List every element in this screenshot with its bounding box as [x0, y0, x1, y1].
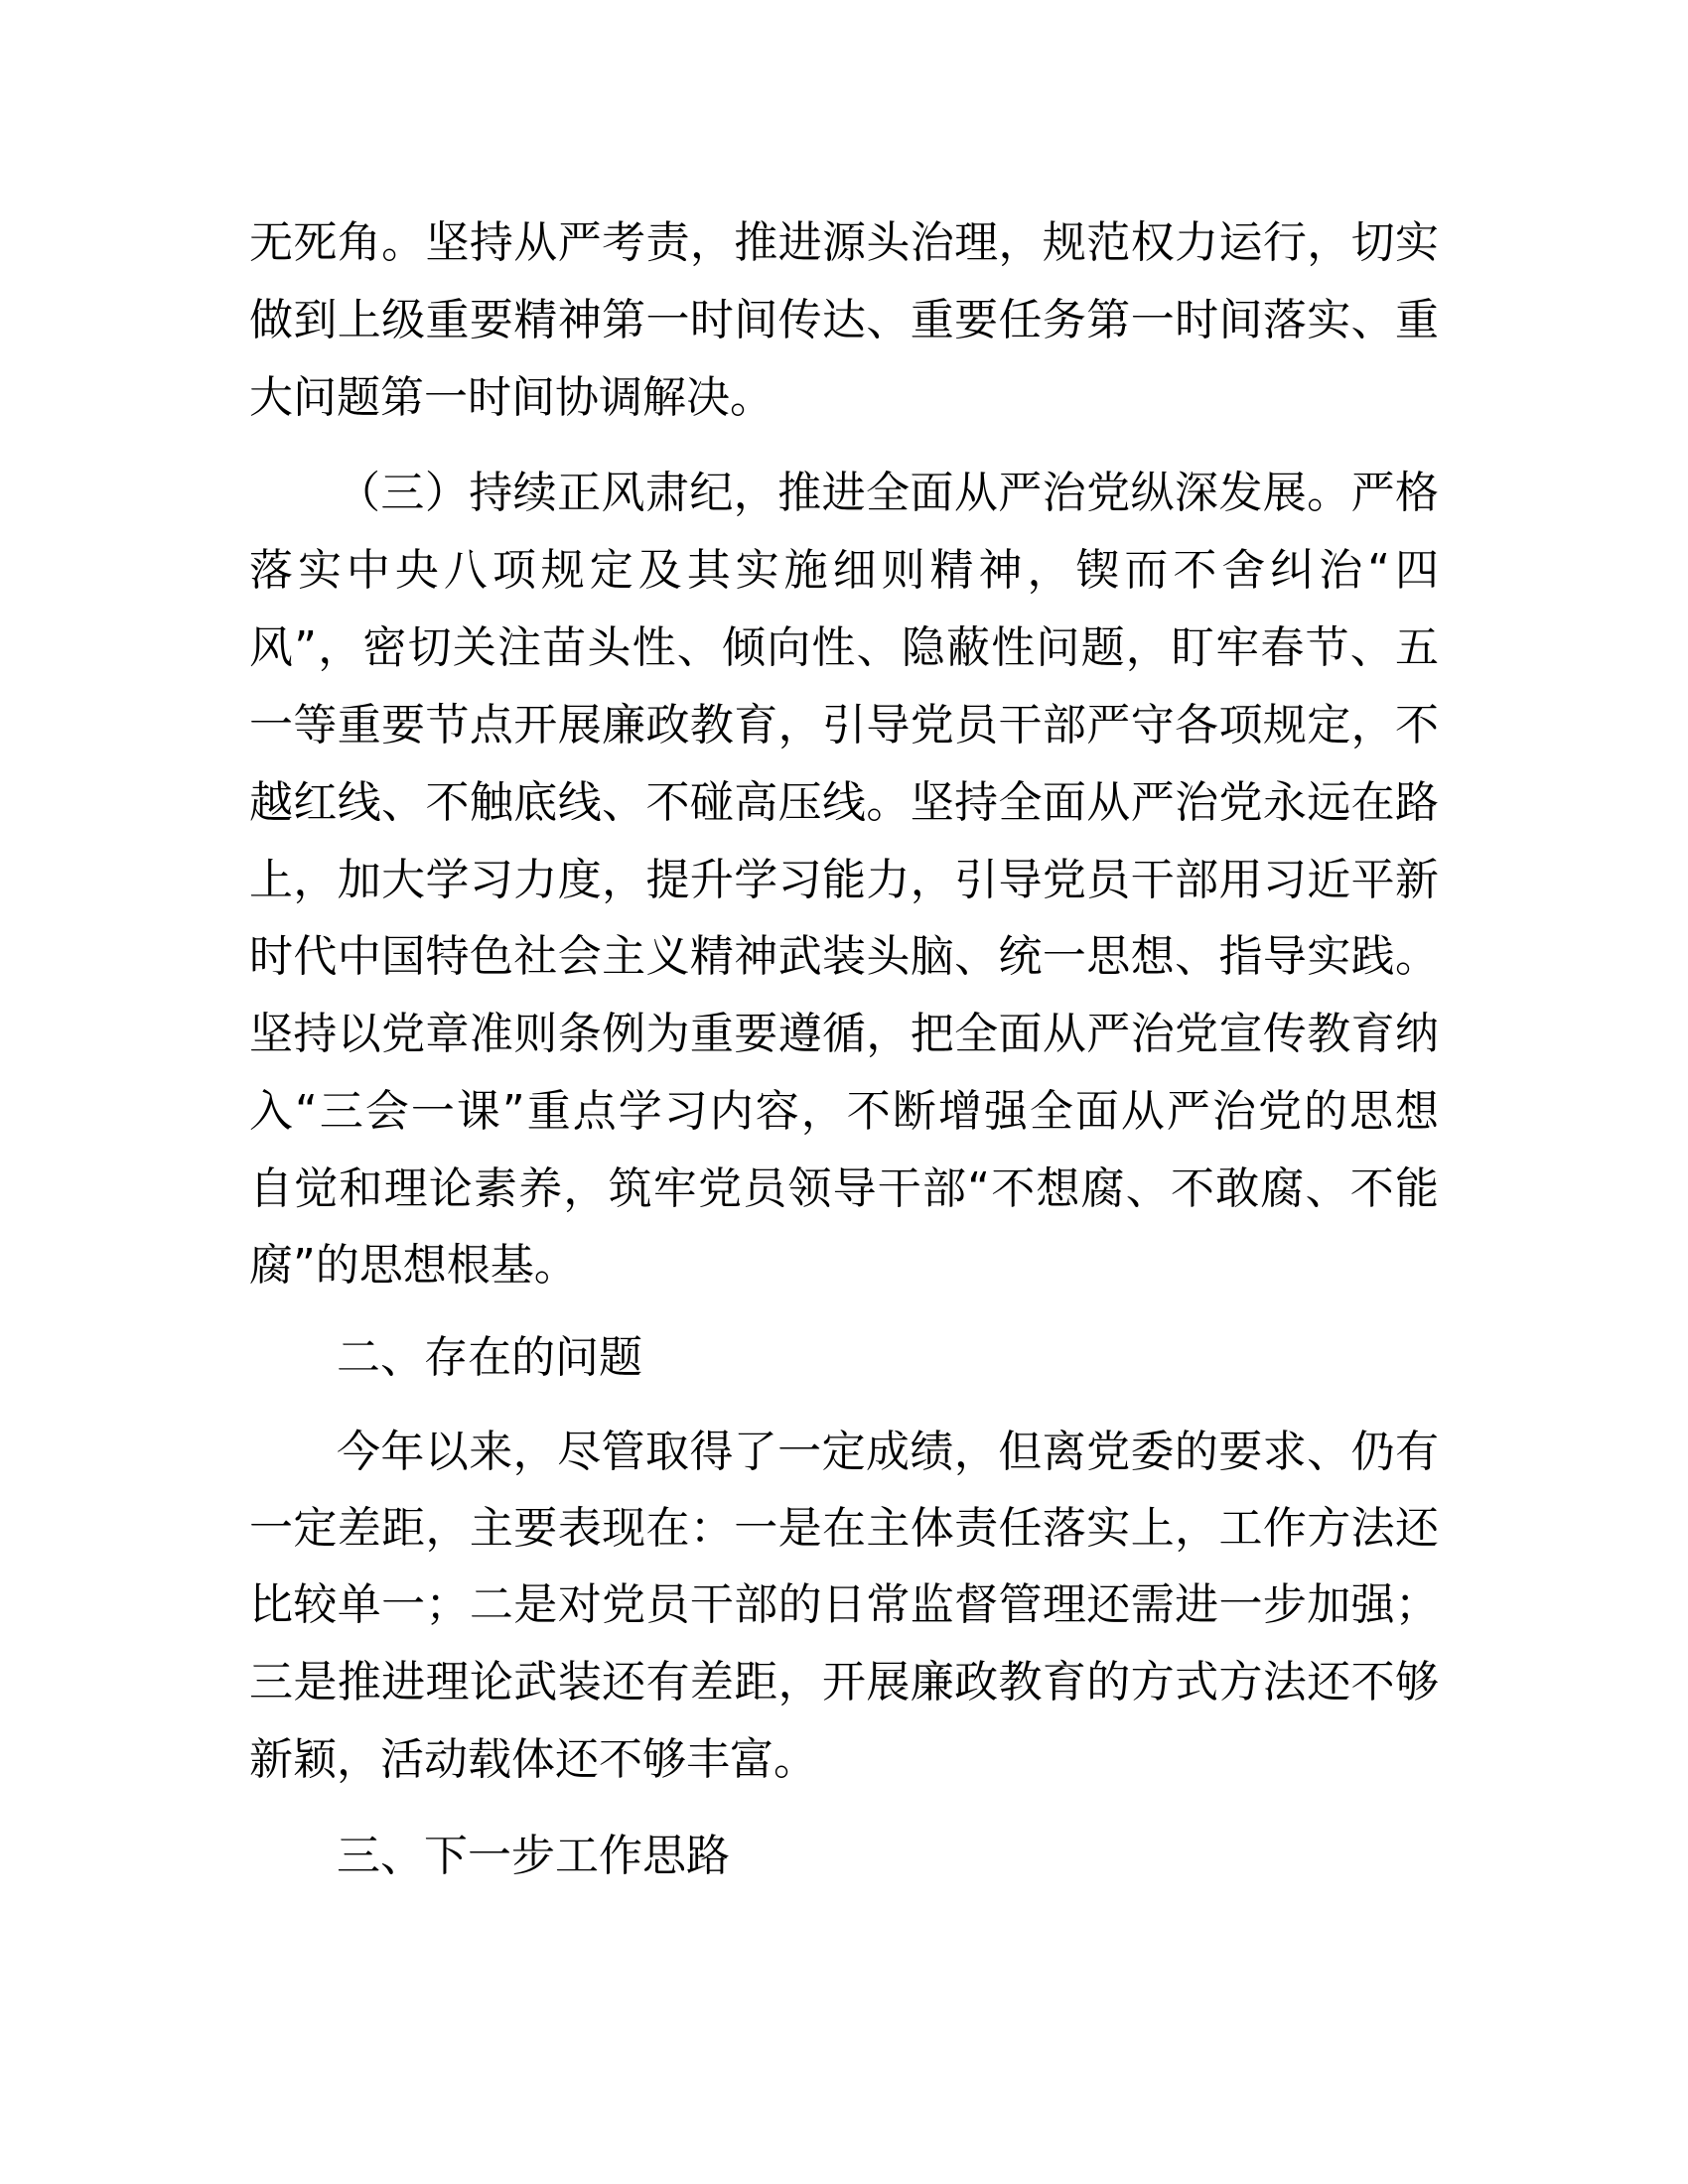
text-line: 越红线、不触底线、不碰高压线。坚持全面从严治党永远在路 [249, 777, 1439, 828]
text-line: 做到上级重要精神第一时间传达、重要任务第一时间落实、重 [249, 295, 1439, 345]
text-line: 风”，密切关注苗头性、倾向性、隐蔽性问题，盯牢春节、五 [249, 622, 1439, 673]
text-line: 坚持以党章准则条例为重要遵循，把全面从严治党宣传教育纳 [249, 1009, 1439, 1059]
section-heading-problems: 二、存在的问题 [337, 1332, 642, 1383]
text-line: 新颖，活动载体还不够丰富。 [249, 1734, 817, 1785]
text-line: 今年以来，尽管取得了一定成绩，但离党委的要求、仍有 [337, 1427, 1439, 1477]
text-line: 大问题第一时间协调解决。 [249, 372, 774, 423]
text-line: 三是推进理论武装还有差距，开展廉政教育的方式方法还不够 [249, 1657, 1439, 1707]
text-line: 无死角。坚持从严考责，推进源头治理，规范权力运行，切实 [249, 217, 1439, 268]
text-line: 上，加大学习力度，提升学习能力，引导党员干部用习近平新 [249, 855, 1439, 905]
text-line: （三）持续正风肃纪，推进全面从严治党纵深发展。严格 [337, 468, 1439, 518]
text-line: 入“三会一课”重点学习内容，不断增强全面从严治党的思想 [249, 1086, 1439, 1137]
text-line: 一等重要节点开展廉政教育，引导党员干部严守各项规定，不 [249, 700, 1439, 751]
section-heading-next-steps: 三、下一步工作思路 [337, 1831, 730, 1881]
text-line: 时代中国特色社会主义精神武装头脑、统一思想、指导实践。 [249, 931, 1439, 982]
text-line: 落实中央八项规定及其实施细则精神，锲而不舍纠治“四 [249, 545, 1439, 596]
text-line: 一定差距，主要表现在：一是在主体责任落实上，工作方法还 [249, 1503, 1439, 1554]
text-line: 腐”的思想根基。 [249, 1240, 578, 1291]
text-line: 自觉和理论素养，筑牢党员领导干部“不想腐、不敢腐、不能 [249, 1163, 1439, 1214]
text-line: 比较单一；二是对党员干部的日常监督管理还需进一步加强； [249, 1579, 1439, 1630]
